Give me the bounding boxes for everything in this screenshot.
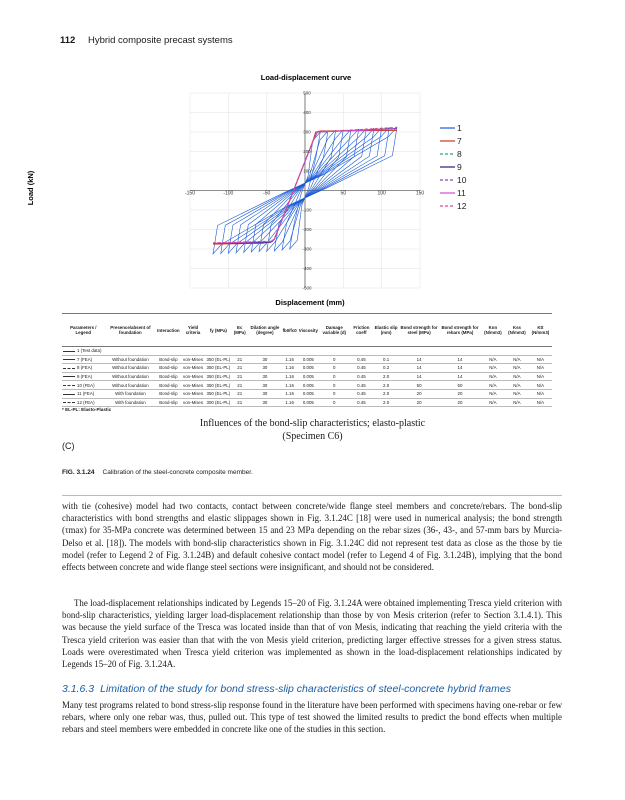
table-cell: N/A	[505, 364, 529, 373]
table-header-cell: fy (MPa)	[206, 314, 232, 347]
panel-letter: (C)	[62, 441, 75, 451]
legend-label-12: 12	[457, 201, 467, 211]
table-cell: 0.2	[373, 364, 399, 373]
legend-text: 7 (FEA)	[77, 356, 93, 362]
table-cell: 0.45	[350, 381, 374, 390]
table-cell: 21	[231, 372, 248, 381]
table-cell: 2.0	[373, 372, 399, 381]
table-cell: 2.0	[373, 398, 399, 407]
table-cell: N/A	[481, 364, 505, 373]
legend-line-swatch	[63, 376, 75, 377]
figure-caption-text: Calibration of the steel-concrete composite member.	[102, 469, 253, 476]
table-cell: N/A	[505, 398, 529, 407]
table-cell: 2.0	[373, 381, 399, 390]
table-cell: 14	[399, 364, 439, 373]
legend-text: 1 (Test data)	[77, 348, 102, 354]
table-cell: N/A	[529, 398, 552, 407]
x-tick-label: 150	[415, 190, 425, 197]
legend-line-swatch	[63, 402, 75, 403]
table-cell: Without foundation	[105, 355, 157, 364]
panel-caption-line1: Influences of the bond-slip characteristics; elasto-plastic	[199, 418, 426, 429]
table-cell: Bond-slip	[156, 372, 180, 381]
panel-caption-line2: (Specimen C6)	[282, 431, 343, 442]
table-header-cell: Damage variable (d)	[319, 314, 350, 347]
table-cell: 1.16	[282, 355, 298, 364]
table-cell: Without foundation	[105, 372, 157, 381]
table-cell: 30	[248, 381, 281, 390]
table-cell: N/A	[481, 398, 505, 407]
table-cell: Without foundation	[105, 364, 157, 373]
table-cell: 21	[231, 364, 248, 373]
table-cell: Bond-slip	[156, 398, 180, 407]
table-cell: 0.45	[350, 389, 374, 398]
legend-text: 11 (FEA)	[77, 391, 95, 397]
table-header-cell: Interaction	[156, 314, 180, 347]
table-row	[62, 398, 552, 407]
y-tick-label: 200	[303, 149, 311, 154]
figure-label: FIG. 3.1.24	[62, 469, 95, 476]
table-header-cell: Ec (MPa)	[231, 314, 248, 347]
table-header-cell: Friction coeff	[350, 314, 374, 347]
legend-label-1: 1	[457, 123, 462, 133]
table-cell: 0.005	[298, 372, 319, 381]
table-cell: N/A	[505, 381, 529, 390]
legend-text: 8 (FEA)	[77, 365, 93, 371]
body-paragraph-3: Many test programs related to bond stress-slip response found in the literature have been performed with specimens having one-rebar or few rebars, where only one rebar was, thus, pulled out. This type of test showed the limited results to predict the bond effects when multiple rebars and steel members were embedded in concrete like one of the studies in this section.	[62, 700, 562, 735]
table-legend-cell	[62, 389, 105, 398]
table-cell: 1.16	[282, 389, 298, 398]
table-cell: 30	[248, 364, 281, 373]
table-cell: 0.005	[298, 364, 319, 373]
table-cell: N/A	[529, 355, 552, 364]
chart-title: Load-displacement curve	[260, 73, 352, 82]
body-paragraph-1: with tie (cohesive) model had two contacts, contact between concrete/wide flange steel members and concrete/rebars. The bond-slip characteristics with bond strengths and elastic slippages shown in Fig. 3.1.24C [18] were used in numerical analysis; the bond strength (τmax) for 35-MPa concrete was determined between 15 and 23 MPa depending on the rebar sizes (36-, 43-, and 57-mm bars by Murcia-Delso et al. [18]). The models with bond-slip characteristics shown in Fig. 3.1.24C did not represent test data as close as the those by tie model (refer to Legend 2 of Fig. 3.1.24B) and default cohesive contact model (refer to Legend 4 of Fig. 3.1.24B), implying that the bond effects between concrete and wide flange steel sections were insignificant, and should not be considered.	[62, 501, 562, 573]
section-number: 3.1.6.3	[62, 683, 95, 695]
table-empty-cell	[105, 347, 552, 356]
y-tick-label: 300	[303, 129, 311, 135]
table-legend-cell	[62, 347, 105, 356]
table-cell: 0	[319, 381, 350, 390]
table-cell: 30	[248, 372, 281, 381]
load-displacement-chart	[0, 0, 625, 310]
table-cell: N/A	[529, 389, 552, 398]
table-cell: Bond-slip	[156, 364, 180, 373]
page-number: 112	[60, 35, 76, 46]
parameter-table	[62, 313, 552, 407]
table-cell: 0.005	[298, 381, 319, 390]
table-header-cell: Ktt (N/mm3)	[529, 314, 552, 347]
section-title: Limitation of the study for bond stress-slip characteristics of steel-concrete hybrid frames	[100, 683, 511, 695]
y-tick-label: 100	[303, 168, 311, 174]
table-row	[62, 381, 552, 390]
y-tick-label: 400	[303, 110, 311, 115]
legend-label-8: 8	[457, 149, 462, 159]
table-cell: 20	[439, 389, 481, 398]
table-cell: 0	[319, 364, 350, 373]
legend-text: 9 (FEA)	[77, 374, 93, 380]
table-cell: N/A	[481, 355, 505, 364]
table-cell: 30	[248, 398, 281, 407]
table-cell: 14	[439, 372, 481, 381]
table-header-row	[62, 314, 552, 347]
table-cell: Bond-slip	[156, 355, 180, 364]
table-cell: N/A	[481, 389, 505, 398]
table-cell: 0.005	[298, 355, 319, 364]
table-cell: 50	[399, 381, 439, 390]
legend-label-7: 7	[457, 136, 462, 146]
table-row	[62, 364, 552, 373]
legend-text: 10 (FEA)	[77, 382, 95, 388]
table-cell: 30	[248, 355, 281, 364]
table-cell: 2.0	[373, 389, 399, 398]
table-cell: N/A	[529, 381, 552, 390]
table-cell: N/A	[529, 364, 552, 373]
y-tick-label: -100	[302, 207, 312, 213]
table-cell: With foundation	[105, 398, 157, 407]
table-header-cell: Kss (N/mm3)	[505, 314, 529, 347]
table-cell: 1.16	[282, 364, 298, 373]
table-cell: 350 (EL-PL)	[206, 365, 231, 371]
table-cell: N/A	[505, 355, 529, 364]
table-cell: N/A	[505, 372, 529, 381]
table-cell: von-Mises	[181, 355, 206, 364]
table-cell: 0.005	[298, 398, 319, 407]
table-cell: With foundation	[105, 389, 157, 398]
table-legend-cell	[62, 364, 105, 373]
y-tick-label: 500	[303, 90, 311, 96]
table-cell: 350 (EL-PL)	[206, 391, 231, 397]
running-title: Hybrid composite precast systems	[87, 35, 233, 46]
table-cell: N/A	[481, 381, 505, 390]
table-cell: 20	[439, 398, 481, 407]
table-cell: Bond-slip	[156, 381, 180, 390]
table-cell: 21	[231, 355, 248, 364]
x-tick-label: -150	[184, 190, 196, 197]
table-cell: 50	[439, 381, 481, 390]
table-cell: 21	[231, 389, 248, 398]
y-tick-label: -200	[302, 227, 312, 232]
table-body	[62, 347, 552, 407]
table-cell: von-Mises	[181, 381, 206, 390]
table-cell: N/A	[505, 389, 529, 398]
legend-line-swatch	[63, 351, 75, 352]
section-heading	[62, 683, 511, 695]
table-header-cell: Viscosity	[298, 314, 319, 347]
table-cell: von-Mises	[181, 389, 206, 398]
x-tick-label: 50	[340, 190, 347, 197]
table-cell: von-Mises	[181, 364, 206, 373]
table-header-cell: Elastic slip (mm)	[373, 314, 399, 347]
legend-line-swatch	[63, 385, 75, 386]
table-cell: 14	[439, 355, 481, 364]
table-header-cell: Presence/absent of foundation	[105, 314, 157, 347]
table-cell: 20	[399, 389, 439, 398]
table-cell: N/A	[529, 372, 552, 381]
table-row	[62, 347, 552, 356]
legend-label-11: 11	[457, 188, 466, 198]
table-cell: 350 (EL-PL)	[206, 374, 231, 380]
legend-text: 12 (FEA)	[77, 399, 95, 405]
table-cell: von-Mises	[181, 372, 206, 381]
body-paragraph-2: The load-displacement relationships indicated by Legends 15–20 of Fig. 3.1.24A were obtained implementing Tresca yield criterion with bond-slip characteristics, yielding larger load-displacement relationship than those by von Mesis criterion (refer to Section 3.1.4.1). This was because the yield surface of the Tresca was located inside than that of von Mesis, indicating that reaching the yield criteria with the Tresca yield criterion was easier than that with the von Mesis yield criterion, predicting larger effective stresses for a given stress status. Loads were overestimated when Tresca yield criterion was implemented as shown in the load-displacement relationships indicated by Legends 15–20 of Fig. 3.1.24A.	[62, 598, 562, 670]
table-footnote: * EL-PL: Elasto-Plastic	[62, 407, 112, 412]
table-cell: 0.005	[298, 389, 319, 398]
table-cell: 300 (EL-PL)	[206, 399, 231, 405]
table-cell: 1.16	[282, 398, 298, 407]
table-cell: 0.45	[350, 355, 374, 364]
table-cell: 0.45	[350, 372, 374, 381]
y-axis-title: Load (kN)	[26, 170, 35, 206]
table-cell: 0	[319, 372, 350, 381]
table-legend-cell	[62, 398, 105, 407]
table-cell: 0	[319, 389, 350, 398]
x-tick-label: -100	[223, 190, 234, 197]
x-tick-label: 100	[377, 190, 386, 197]
table-header-cell: fb0/fc0	[282, 314, 298, 347]
caption-divider	[62, 495, 562, 496]
table-header-cell: Knn (N/mm3)	[481, 314, 505, 347]
table-cell: 0	[319, 398, 350, 407]
table-cell: 30	[248, 389, 281, 398]
table-cell: 0.45	[350, 398, 374, 407]
table-header-cell: Bond strength for steel (MPa)	[399, 314, 439, 347]
table-cell: von-Mises	[181, 398, 206, 407]
table-cell: Without foundation	[105, 381, 157, 390]
table-cell: 20	[399, 398, 439, 407]
legend-label-9: 9	[457, 162, 462, 172]
table-header-cell: Dilation angle (degree)	[248, 314, 281, 347]
x-tick-label: -50	[263, 190, 271, 197]
table-cell: 0.1	[373, 355, 399, 364]
y-tick-label: -400	[302, 266, 312, 271]
y-tick-label: -500	[302, 285, 312, 291]
table-cell: Bond-slip	[156, 389, 180, 398]
table-cell: 1.16	[282, 381, 298, 390]
table-cell: N/A	[481, 372, 505, 381]
legend-label-10: 10	[457, 175, 467, 185]
table-legend-cell	[62, 372, 105, 381]
table-cell: 0	[319, 355, 350, 364]
legend-line-swatch	[63, 394, 75, 395]
table-legend-cell	[62, 355, 105, 364]
table-row	[62, 372, 552, 381]
table-cell: 14	[399, 372, 439, 381]
legend-line-swatch	[63, 368, 75, 369]
table-cell: 1.16	[282, 372, 298, 381]
table-cell: 14	[439, 364, 481, 373]
table-header-cell: Bond strength for rebars (MPa)	[439, 314, 481, 347]
table-cell: 350 (EL-PL)	[206, 382, 231, 388]
table-header-cell: Parameters / Legend	[62, 314, 105, 347]
table-cell: 21	[231, 398, 248, 407]
table-cell: 350 (EL-PL)	[206, 356, 231, 362]
table-legend-cell	[62, 381, 105, 390]
y-tick-label: -300	[302, 246, 312, 252]
table-row	[62, 389, 552, 398]
legend-line-swatch	[63, 359, 75, 360]
chart-legend	[440, 123, 467, 211]
table-cell: 0.45	[350, 364, 374, 373]
table-header-cell: Yield criteria	[181, 314, 206, 347]
table-cell: 21	[231, 381, 248, 390]
table-cell: 14	[399, 355, 439, 364]
figure-caption	[62, 469, 253, 476]
x-axis-title: Displacement (mm)	[275, 298, 345, 307]
table-row	[62, 355, 552, 364]
